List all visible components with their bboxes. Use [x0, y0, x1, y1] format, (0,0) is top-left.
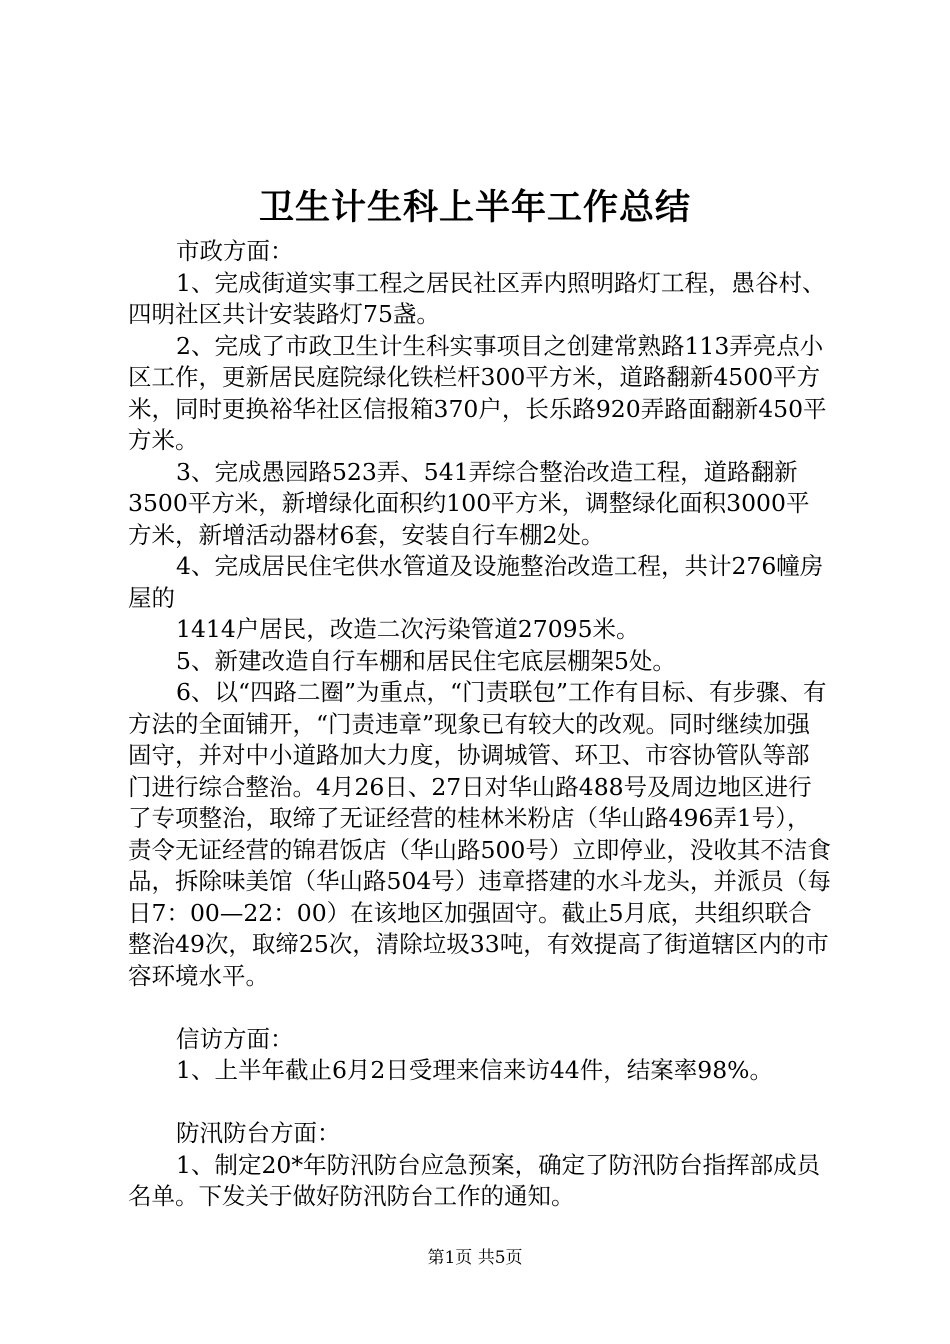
section-heading-flood-control: 防汛防台方面：: [176, 1119, 341, 1147]
paragraph: 2、完成了市政卫生计生科实事项目之创建常熟路113弄亮点小区工作，更新居民庭院绿化铁栏杆300平方米，道路翻新4500平方米，同时更换裕华社区信报箱370户，长乐路920弄路面翻新450平方米。: [128, 331, 827, 454]
spacer: [128, 1087, 832, 1119]
paragraph: 4、完成居民住宅供水管道及设施整治改造工程，共计276幢房屋的: [128, 552, 824, 612]
section-heading-municipal: 市政方面：: [176, 237, 294, 265]
paragraph: 1、上半年截止6月2日受理来信来访44件，结案率98%。: [176, 1056, 773, 1084]
paragraph: 1、制定20*年防汛防台应急预案，确定了防汛防台指挥部成员名单。下发关于做好防汛防台工作的通知。: [128, 1150, 821, 1210]
spacer: [128, 992, 832, 1024]
paragraph: 6、以“四路二圈”为重点，“门责联包”工作有目标、有步骤、有方法的全面铺开，“门责违章”现象已有较大的改观。同时继续加强固守，并对中小道路加大力度，协调城管、环卫、市容协管队等部门进行综合整治。4月26日、27日对华山路488号及周边地区进行了专项整治，取缔了无证经营的桂林米粉店（华山路496弄1号），责令无证经营的锦君饭店（华山路500号）立即停业，没收其不洁食品，拆除味美馆（华山路504号）违章搭建的水斗龙头，并派员（每日7：00—22：00）在该地区加强固守。截止5月底，共组织联合整治49次，取缔25次，清除垃圾33吨，有效提高了街道辖区内的市容环境水平。: [128, 678, 831, 990]
paragraph: 1、完成街道实事工程之居民社区弄内照明路灯工程，愚谷村、四明社区共计安装路灯75盏。: [128, 268, 826, 328]
page-footer: 第1页 共5页: [427, 1248, 523, 1268]
paragraph: 3、完成愚园路523弄、541弄综合整治改造工程，道路翻新3500平方米，新增绿化面积约100平方米，调整绿化面积3000平方米，新增活动器材6套，安装自行车棚2处。: [128, 457, 810, 549]
document-body: [128, 236, 832, 1213]
paragraph: 5、新建改造自行车棚和居民住宅底层棚架5处。: [176, 646, 676, 675]
document-title: 卫生计生科上半年工作总结: [258, 187, 691, 228]
section-heading-petitions: 信访方面：: [176, 1024, 294, 1053]
paragraph: 1414户居民，改造二次污染管道27095米。: [176, 615, 640, 643]
